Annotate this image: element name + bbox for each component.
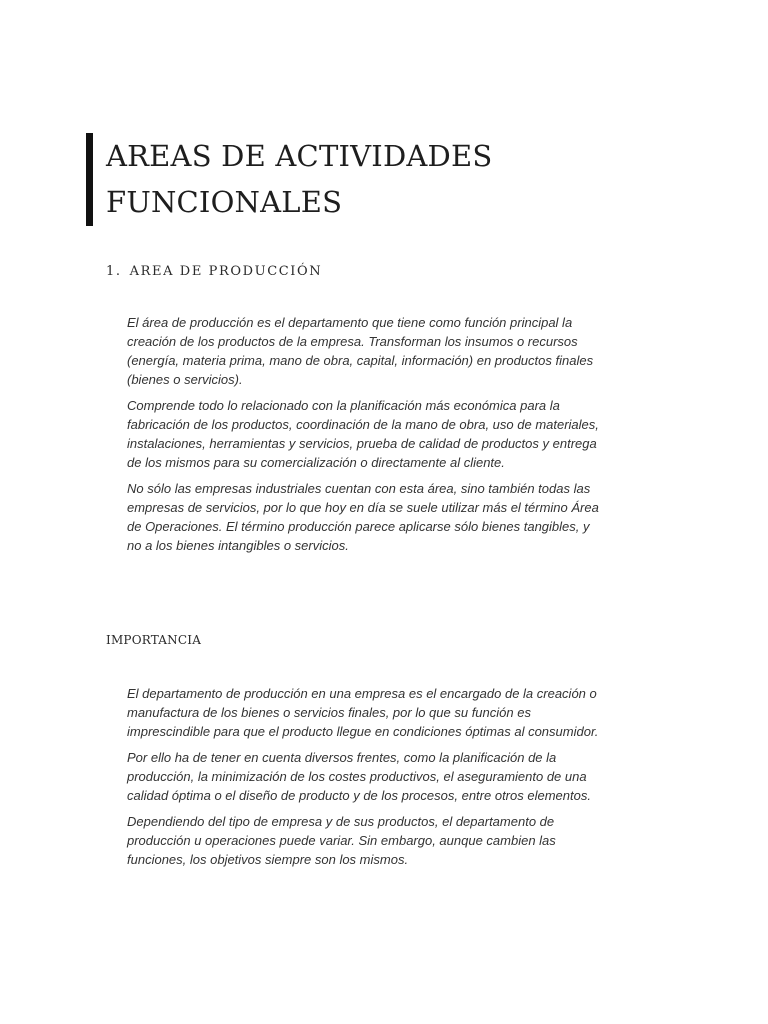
title-accent-bar [86,133,93,226]
paragraph: Por ello ha de tener en cuenta diversos frentes, como la planificación de la producción, la minimización de los costes productivos, el aseguramiento de una calidad óptima o el diseño de producto y de los procesos, entre otros elementos. [127,750,591,803]
document-title [106,133,706,225]
title-line-1: AREAS DE ACTIVIDADES [106,139,493,173]
importance-body [127,684,602,876]
paragraph: No sólo las empresas industriales cuentan con esta área, sino también todas las empresas de servicios, por lo que hoy en día se suele utilizar más el término Área de Operaciones. El término producción parece aplicarse sólo bienes tangibles, y no a los bienes intangibles o servicios. [127,481,599,553]
section-heading-text: AREA DE PRODUCCIÓN [129,264,323,279]
paragraph: El departamento de producción en una empresa es el encargado de la creación o manufactura de los bienes o servicios finales, por lo que su función es imprescindible para que el producto llegue en condiciones óptimas al consumidor. [127,686,599,739]
title-line-2: FUNCIONALES [106,185,343,219]
section-heading-produccion [106,262,322,282]
section-produccion-body [127,313,602,562]
importance-heading: IMPORTANCIA [106,633,202,647]
paragraph: Comprende todo lo relacionado con la planificación más económica para la fabricación de los productos, coordinación de la mano de obra, uso de materiales, instalaciones, herramientas y servicios, prueba de calidad de productos y entrega de los mismos para su comercialización o directamente al cliente. [127,398,599,470]
paragraph: Dependiendo del tipo de empresa y de sus productos, el departamento de producción u operaciones puede variar. Sin embargo, aunque cambien las funciones, los objetivos siempre son los mismos. [127,814,556,867]
paragraph: El área de producción es el departamento que tiene como función principal la creación de los productos de la empresa. Transforman los insumos o recursos (energía, materia prima, mano de obra, capital, información) en productos finales (bienes o servicios). [127,315,594,387]
section-number: 1. [106,264,122,279]
